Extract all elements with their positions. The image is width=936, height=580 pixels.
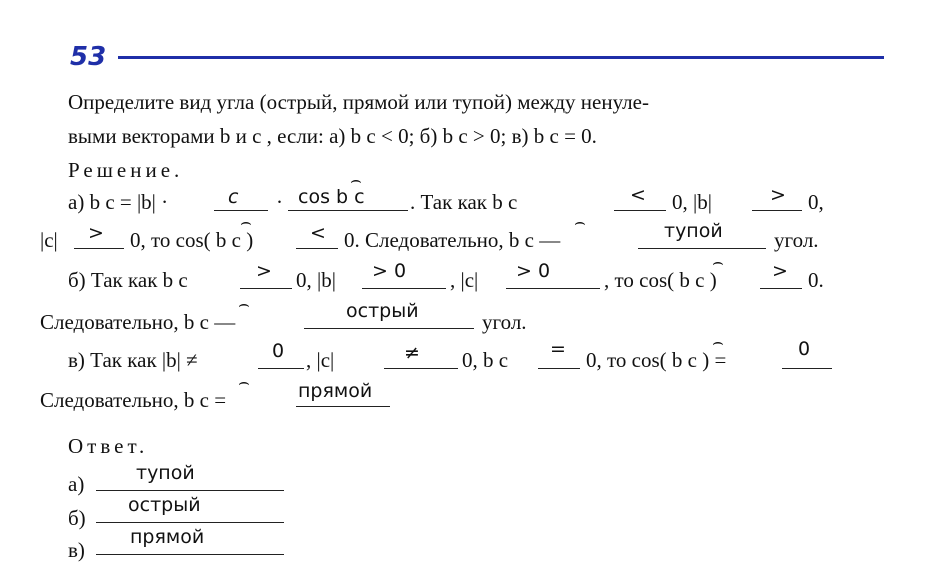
solution-heading: Решение. (68, 158, 184, 182)
part-a-sign1: < (630, 184, 646, 206)
problem-statement-line-1: Определите вид угла (острый, прямой или тупой) между ненуле- (68, 90, 649, 114)
part-b-sign2: > (772, 260, 788, 282)
part-b-underline-val2 (506, 288, 600, 289)
angle-hat-icon: ⌢ (238, 294, 250, 314)
part-c-mid3: 0, то cos( b c ) = (586, 348, 727, 372)
problem-statement-line-2: выми векторами b и c , если: а) b c < 0; б) b c > 0; в) b c = 0. (68, 124, 597, 148)
answer-value-b: острый (128, 494, 201, 516)
angle-hat-icon: ⌢ (350, 170, 362, 190)
part-c-sign1: ≠ (404, 342, 420, 364)
part-c-angle-answer: прямой (298, 380, 373, 402)
answer-value-a: тупой (136, 462, 195, 484)
part-a-dot: · (276, 190, 283, 214)
part-c-mid2: 0, b c (462, 348, 509, 372)
part-a-line1-prefix: а) b c = |b| · (68, 190, 169, 214)
answer-label-b: б) (68, 506, 86, 530)
part-a-sign3: > (88, 222, 104, 244)
part-a-angle-word: угол. (774, 228, 819, 252)
part-b-underline-val1 (362, 288, 446, 289)
answer-label-a: а) (68, 472, 85, 496)
part-c-underline-sign2 (538, 368, 580, 369)
part-a-sign2: > (770, 184, 786, 206)
part-a-sign4: < (310, 222, 326, 244)
part-a-zero1: 0, |b| (672, 190, 712, 214)
part-c-underline-angle (296, 406, 390, 407)
part-b-mid1: 0, |b| (296, 268, 336, 292)
part-a-underline-sign2 (752, 210, 802, 211)
part-a-zero2: 0, (808, 190, 824, 214)
part-c-sign2: = (550, 338, 566, 360)
part-a-blank-cos: cos b c (298, 186, 365, 208)
part-b-sign1: > (256, 260, 272, 282)
angle-hat-icon: ⌢ (238, 372, 250, 392)
part-a-blank-c: c (228, 186, 239, 208)
answer-underline-c (96, 554, 284, 555)
part-b-val2: > 0 (516, 260, 551, 282)
part-a-underline-cos (288, 210, 408, 211)
answer-underline-a (96, 490, 284, 491)
part-b-comma: , |c| (450, 268, 479, 292)
part-a-line2-mid: 0, то cos( b c ) (130, 228, 254, 252)
angle-hat-icon: ⌢ (712, 252, 724, 272)
angle-hat-icon: ⌢ (574, 212, 586, 232)
angle-hat-icon: ⌢ (240, 212, 252, 232)
part-b-line2-prefix: Следовательно, b c — (40, 310, 236, 334)
part-a-so-text: . Так как b c (410, 190, 518, 214)
part-b-angle-word: угол. (482, 310, 527, 334)
part-b-underline-sign2 (760, 288, 802, 289)
part-c-underline-sign1 (384, 368, 458, 369)
part-b-val1: > 0 (372, 260, 407, 282)
part-b-mid2: , то cos( b c ) (604, 268, 717, 292)
part-a-line2-prefix: |c| (40, 228, 58, 252)
part-b-end: 0. (808, 268, 824, 292)
part-a-underline-sign4 (296, 248, 338, 249)
part-c-underline-val2 (782, 368, 832, 369)
answer-heading: Ответ. (68, 434, 149, 458)
part-a-line2-end: 0. Следовательно, b c — (344, 228, 561, 252)
answer-value-c: прямой (130, 526, 205, 548)
answer-label-c: в) (68, 538, 85, 562)
part-b-underline-sign1 (240, 288, 292, 289)
part-c-val1: 0 (272, 340, 285, 362)
part-c-line1-prefix: в) Так как |b| ≠ (68, 348, 198, 372)
problem-number: 53 (70, 42, 107, 72)
part-a-underline-angle (638, 248, 766, 249)
part-b-underline-angle (304, 328, 474, 329)
header-rule (118, 56, 884, 59)
answer-underline-b (96, 522, 284, 523)
part-a-underline-c (214, 210, 268, 211)
part-a-angle-answer: тупой (664, 220, 723, 242)
part-b-angle-answer: острый (346, 300, 419, 322)
part-c-mid1: , |c| (306, 348, 335, 372)
part-c-underline-val1 (258, 368, 304, 369)
part-b-line1-prefix: б) Так как b c (68, 268, 188, 292)
part-a-underline-sign1 (614, 210, 666, 211)
part-a-underline-sign3 (74, 248, 124, 249)
part-c-line2-prefix: Следовательно, b c = (40, 388, 227, 412)
angle-hat-icon: ⌢ (712, 332, 724, 352)
part-c-val2: 0 (798, 338, 811, 360)
